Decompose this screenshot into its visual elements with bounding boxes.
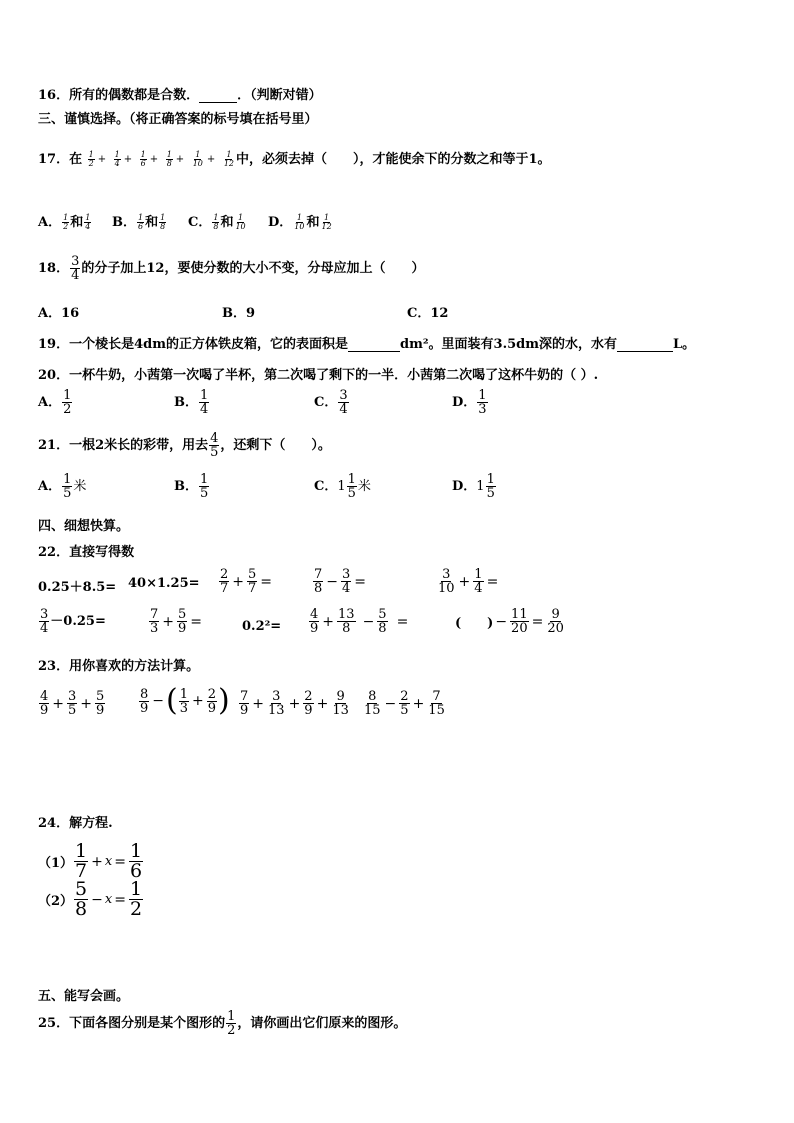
- question-18: 18． $\frac{3}{4}$ 的分子加上12，要使分数的大小不变，分母应加上（ ）: [38, 254, 425, 283]
- fraction: $\frac{1}{10}$: [192, 150, 203, 168]
- option-a[interactable]: A．16: [38, 306, 80, 321]
- calc-item: $\frac{2}{7}$ + $\frac{5}{7}$ =: [220, 567, 273, 596]
- option-b[interactable]: B． $\frac{1}{5}$: [174, 472, 209, 501]
- answer-blank[interactable]: [348, 339, 400, 352]
- question-16: 16．所有的偶数都是合数． ．（判断对错）: [38, 88, 322, 103]
- calc-item: $\frac{3}{10}$ + $\frac{1}{4}$ =: [438, 567, 499, 596]
- question-24: 24．解方程.: [38, 816, 113, 831]
- option-b[interactable]: B． $\frac{1}{4}$: [174, 388, 209, 417]
- calc-item: ( ) − $\frac{11}{20}$ = $\frac{9}{20}$: [455, 607, 564, 636]
- calc-item: 0.2²=: [242, 619, 282, 634]
- calc-item: $\frac{7}{3}$ + $\frac{5}{9}$ =: [150, 607, 203, 636]
- fraction: $\frac{1}{8}$: [166, 150, 172, 168]
- question-25: 25．下面各图分别是某个图形的 $\frac{1}{2}$ ，请你画出它们原来的图形。: [38, 1009, 407, 1038]
- equation-1: （1） $\frac{1}{7}$ + x = $\frac{1}{6}$: [38, 840, 143, 882]
- calc-item: $\frac{3}{4}$ －0.25=: [40, 607, 106, 636]
- question-21: 21．一根2米长的彩带，用去 $\frac{4}{5}$ ，还剩下（ ）。: [38, 431, 331, 460]
- question-22: 22．直接写得数: [38, 545, 135, 560]
- question-20: 20．一杯牛奶，小茜第一次喝了半杯，第二次喝了剩下的一半．小茜第二次喝了这杯牛奶的（ ）.: [38, 368, 599, 383]
- option-a[interactable]: A． $\frac{1}{2}$: [38, 388, 72, 417]
- option-b[interactable]: B． $\frac{1}{6}$ 和 $\frac{1}{8}$: [112, 213, 166, 231]
- option-c[interactable]: C． $\frac{3}{4}$: [314, 388, 348, 417]
- option-b[interactable]: B．9: [222, 306, 256, 321]
- calc-item: $\frac{4}{9}$ + $\frac{13}{8}$ − $\frac{5}{8}$ =: [310, 607, 409, 636]
- question-19: 19．一个棱长是4dm的正方体铁皮箱，它的表面积是 dm²。里面装有3.5dm深的水，水有 L。: [38, 337, 696, 352]
- option-d[interactable]: D． $\frac{1}{10}$ 和 $\frac{1}{12}$: [268, 213, 332, 231]
- question-23: 23．用你喜欢的方法计算。: [38, 659, 200, 674]
- equation-2: （2） $\frac{5}{8}$ − x = $\frac{1}{2}$: [38, 878, 143, 920]
- fraction: $\frac{1}{4}$: [114, 150, 120, 168]
- answer-blank[interactable]: [617, 339, 673, 352]
- option-d[interactable]: D．1 $\frac{1}{5}$: [452, 472, 495, 501]
- question-17: 17．在 $\frac{1}{2}$ + $\frac{1}{4}$ + $\frac{1}{6}$ + $\frac{1}{8}$ + $\frac{1}{10}$ + $\frac{1}{12}$ 中，必须去掉（ ），才能使余下的分数之和等于1。: [38, 150, 551, 168]
- calc-expression: $\frac{8}{15}$ − $\frac{2}{5}$ + $\frac{7}{15}$: [364, 689, 445, 718]
- fraction: $\frac{1}{12}$: [223, 150, 234, 168]
- calc-expression: $\frac{4}{9}$ + $\frac{3}{5}$ + $\frac{5}{9}$: [40, 689, 105, 718]
- option-a[interactable]: A． $\frac{1}{5}$ 米: [38, 472, 87, 501]
- calc-item: 0.25＋8.5=: [38, 580, 117, 595]
- fraction: $\frac{1}{2}$: [88, 150, 94, 168]
- fraction: $\frac{1}{6}$: [140, 150, 146, 168]
- section-4-title: 四、细想快算。: [38, 519, 130, 534]
- calc-expression: $\frac{7}{9}$ + $\frac{3}{13}$ + $\frac{2}{9}$ + $\frac{9}{13}$: [240, 689, 349, 718]
- option-c[interactable]: C．12: [407, 306, 449, 321]
- answer-blank[interactable]: [199, 90, 237, 103]
- option-d[interactable]: D． $\frac{1}{3}$: [452, 388, 487, 417]
- option-a[interactable]: A． $\frac{1}{2}$ 和 $\frac{1}{4}$: [38, 213, 91, 231]
- section-3-title: 三、谨慎选择。（将正确答案的标号填在括号里）: [38, 112, 318, 127]
- option-c[interactable]: C．1 $\frac{1}{5}$ 米: [314, 472, 371, 501]
- section-5-title: 五、能写会画。: [38, 989, 130, 1004]
- option-c[interactable]: C． $\frac{1}{8}$ 和 $\frac{1}{10}$: [188, 213, 246, 231]
- calc-item: 40×1.25=: [128, 576, 200, 591]
- calc-item: $\frac{7}{8}$ − $\frac{3}{4}$ =: [314, 567, 367, 596]
- calc-expression: $\frac{8}{9}$ −( $\frac{1}{3}$ + $\frac{2}{9}$ ): [140, 683, 230, 718]
